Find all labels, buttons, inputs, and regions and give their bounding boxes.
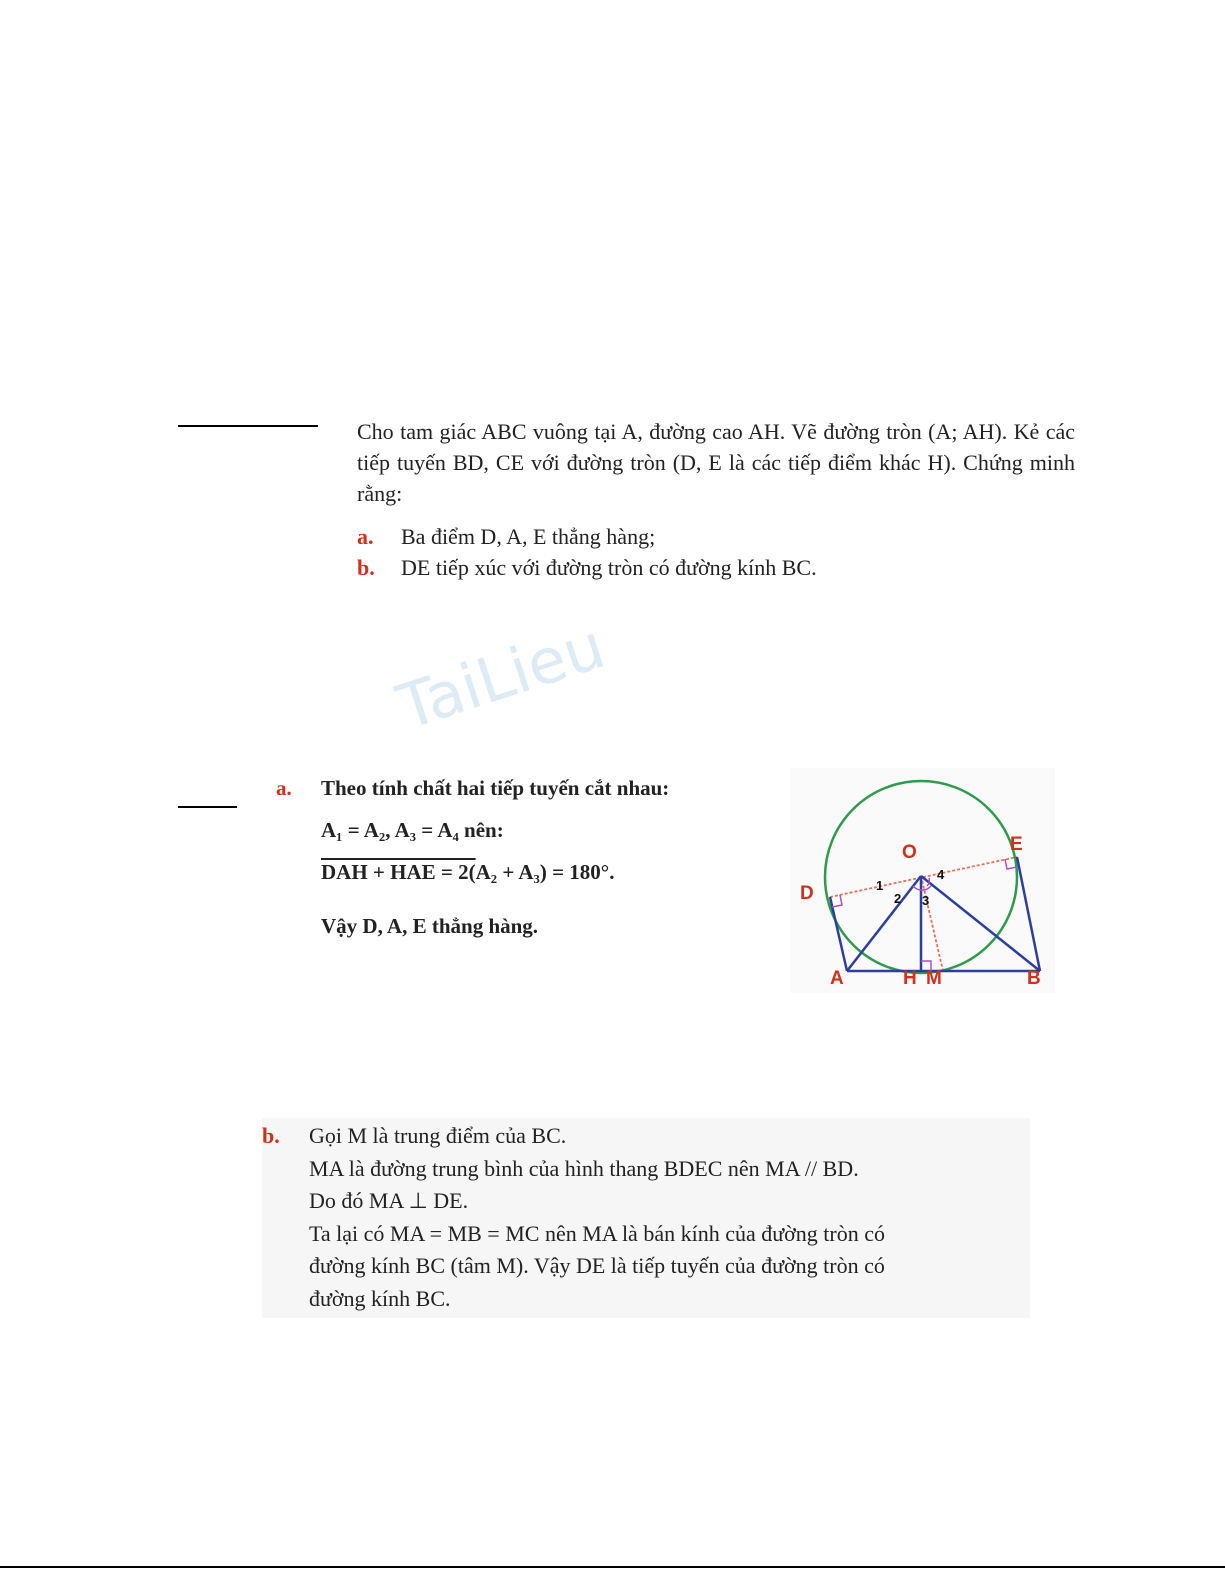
point-label-b: B (1027, 968, 1041, 989)
formula-left: DAH + HAE = 2( (321, 860, 476, 884)
solution-a-line2: A₁ = A₂, A₃ = A₄ nên: (321, 818, 504, 842)
solution-a-line4: Vậy D, A, E thẳng hàng. (321, 914, 539, 938)
point-label-o: O (902, 842, 917, 863)
formula-mid: A₂ + A₃ (475, 860, 540, 884)
solution-b (262, 1118, 1030, 1318)
angle-label-2: 2 (894, 891, 902, 906)
solution-b-line: đường kính BC. (309, 1285, 451, 1311)
point-label-h: H (903, 968, 917, 989)
angle-label-1: 1 (876, 878, 884, 893)
item-text: Ba điểm D, A, E thẳng hàng; (401, 524, 656, 549)
diagram-background (790, 768, 1055, 993)
solution-label: a. (276, 776, 292, 800)
point-label-a: A (830, 968, 844, 989)
solution-b-line: MA là đường trung bình của hình thang BDEC nên MA // BD. (309, 1155, 859, 1181)
solution-b-line: Do đó MA ⊥ DE. (309, 1188, 469, 1213)
watermark: TaiLieu (388, 609, 614, 744)
point-label-m: M (926, 968, 942, 989)
solution-a-line1: Theo tính chất hai tiếp tuyến cắt nhau: (321, 776, 670, 800)
point-label-d: D (800, 883, 814, 904)
item-label: b. (357, 555, 375, 580)
problem-intro: Cho tam giác ABC vuông tại A, đường cao AH. Vẽ đường tròn (A; AH). Kẻ các tiếp tuyến BD, CE với đường tròn (D, E là các tiếp điểm khác H). Chứng minh rằng: (357, 419, 1075, 506)
solution-b-line: Gọi M là trung điểm của BC. (309, 1123, 567, 1148)
point-label-e: E (1010, 834, 1023, 855)
item-label: a. (357, 524, 374, 549)
solution-b-line: đường kính BC (tâm M). Vậy DE là tiếp tuyến của đường tròn có (309, 1253, 885, 1278)
solution-b-line: Ta lại có MA = MB = MC nên MA là bán kính của đường tròn có (309, 1220, 885, 1246)
solution-label: b. (262, 1123, 280, 1148)
formula-right: ) = 180°. (539, 860, 615, 884)
angle-label-4: 4 (937, 867, 945, 882)
angle-label-3: 3 (922, 893, 930, 908)
item-text: DE tiếp xúc với đường tròn có đường kính BC. (401, 555, 817, 580)
